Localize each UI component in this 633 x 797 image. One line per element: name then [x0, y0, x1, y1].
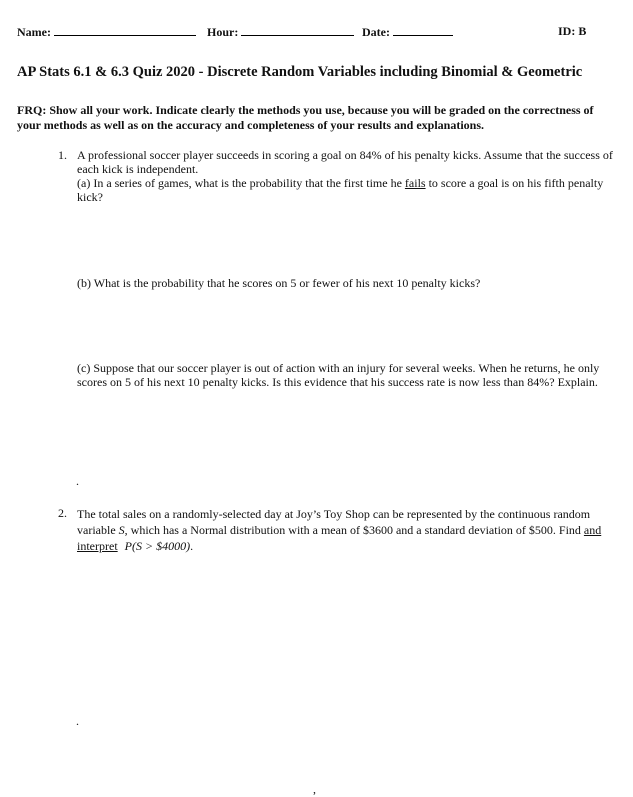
frq-instructions: FRQ: Show all your work. Indicate clearly the methods you use, because you will be graded on the correctness of your methods as well as on the accuracy and completeness of your results and explanations.	[17, 103, 594, 132]
stray-dot-1: .	[76, 474, 79, 488]
question-1-number: 1.	[58, 148, 67, 162]
question-2-expression: P(S > $4000)	[124, 539, 191, 553]
question-1	[77, 148, 617, 204]
hour-blank[interactable]	[241, 24, 354, 36]
date-label: Date:	[362, 25, 390, 39]
date-group	[362, 24, 453, 40]
page-title: AP Stats 6.1 & 6.3 Quiz 2020 - Discrete Random Variables including Binomial & Geometric	[17, 64, 583, 80]
question-2-text-pre: The total sales on a randomly-selected day at Joy’s Toy Shop can be represented by the continuous random variable	[77, 507, 591, 537]
hour-label: Hour:	[207, 25, 239, 39]
question-2-variable: S	[118, 523, 125, 537]
question-2-underline-and: and	[583, 523, 602, 537]
hour-group	[207, 24, 354, 40]
question-2-number: 2.	[58, 506, 67, 520]
page-mark: ,	[313, 782, 316, 796]
stray-dot-2: .	[76, 714, 79, 728]
header-line	[17, 24, 196, 40]
question-1b: (b) What is the probability that he scores on 5 or fewer of his next 10 penalty kicks?	[77, 276, 481, 290]
question-1a	[77, 176, 617, 204]
id-label: ID: B	[558, 24, 587, 38]
question-2-underline-interpret: interpret	[77, 539, 118, 553]
question-1a-underline: fails	[404, 176, 426, 190]
question-1-intro: A professional soccer player succeeds in scoring a goal on 84% of his penalty kicks. Assume that the success of each kick is independent.	[77, 148, 613, 176]
question-2-period: .	[190, 539, 194, 553]
name-blank[interactable]	[54, 24, 196, 36]
question-1a-text-pre: (a) In a series of games, what is the probability that the first time he	[77, 176, 405, 190]
question-2	[77, 506, 617, 554]
question-1c: (c) Suppose that our soccer player is out of action with an injury for several weeks. When he returns, he only scores on 5 of his next 10 penalty kicks. Is this evidence that his success rate is now less than 84%? Explain.	[77, 361, 600, 389]
question-1a-text-post: to score a goal is on his fifth penalty kick?	[77, 176, 604, 204]
name-label: Name:	[17, 25, 51, 39]
question-2-text-mid: , which has a Normal distribution with a mean of $3600 and a standard deviation of $500. Find	[124, 523, 584, 537]
date-blank[interactable]	[393, 24, 453, 36]
